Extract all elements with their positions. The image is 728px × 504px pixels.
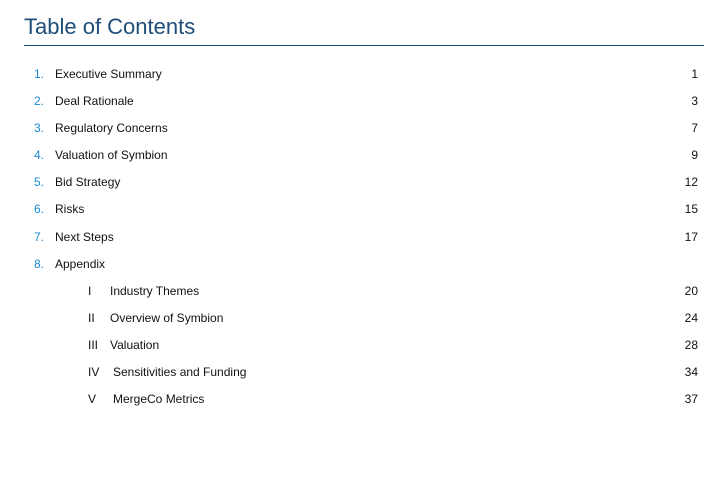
toc-item-number: 7.	[34, 230, 45, 244]
toc-item-executive-summary[interactable]	[34, 65, 698, 83]
toc-subitem-numeral: II	[88, 311, 95, 325]
toc-subitem-overview-of-symbion[interactable]	[34, 309, 698, 327]
toc-subitem-numeral: V	[88, 392, 97, 406]
toc-item-label: Appendix	[55, 257, 106, 271]
toc-item-page: 3	[691, 94, 698, 108]
toc-subitem-page: 24	[684, 311, 698, 325]
toc-item-number: 5.	[34, 175, 45, 189]
toc-item-risks[interactable]	[34, 200, 698, 218]
toc-subitem-label: Industry Themes	[110, 284, 200, 298]
toc-subitem-mergeco-metrics[interactable]	[34, 390, 698, 408]
toc-item-page: 17	[684, 230, 698, 244]
toc-item-appendix[interactable]	[34, 255, 698, 273]
toc-item-number: 8.	[34, 257, 45, 271]
toc-subitem-numeral: IV	[88, 365, 100, 379]
toc-item-page: 1	[691, 67, 698, 81]
toc-subitem-page: 34	[684, 365, 698, 379]
toc-item-label: Regulatory Concerns	[55, 121, 168, 135]
toc-item-label: Bid Strategy	[55, 175, 121, 189]
toc-item-number: 2.	[34, 94, 45, 108]
toc-subitem-page: 20	[684, 284, 698, 298]
page-title: Table of Contents	[24, 14, 196, 39]
toc-item-number: 6.	[34, 202, 45, 216]
toc-item-number: 4.	[34, 148, 45, 162]
toc-subitem-label: MergeCo Metrics	[113, 392, 205, 406]
toc-item-label: Deal Rationale	[55, 94, 134, 108]
toc-item-page: 12	[684, 175, 698, 189]
toc-subitem-industry-themes[interactable]	[34, 282, 698, 300]
toc-item-label: Next Steps	[55, 230, 114, 244]
toc-subitem-valuation[interactable]	[34, 336, 698, 354]
toc-subitem-numeral: I	[88, 284, 92, 298]
toc-item-page: 7	[691, 121, 698, 135]
toc-item-regulatory-concerns[interactable]	[34, 119, 698, 137]
toc-item-valuation-of-symbion[interactable]	[34, 146, 698, 164]
toc-item-page: 15	[684, 202, 698, 216]
toc-item-number: 3.	[34, 121, 45, 135]
toc-subitem-label: Valuation	[110, 338, 160, 352]
toc-item-label: Executive Summary	[55, 67, 162, 81]
toc-subitem-label: Overview of Symbion	[110, 311, 224, 325]
toc-subitem-label: Sensitivities and Funding	[113, 365, 247, 379]
toc-item-label: Valuation of Symbion	[55, 148, 168, 162]
toc-item-bid-strategy[interactable]	[34, 173, 698, 191]
toc-item-label: Risks	[55, 202, 85, 216]
toc-item-next-steps[interactable]	[34, 228, 698, 246]
toc-item-number: 1.	[34, 67, 45, 81]
toc-item-page: 9	[691, 148, 698, 162]
title-divider	[24, 45, 704, 46]
toc-item-deal-rationale[interactable]	[34, 92, 698, 110]
toc-subitem-page: 37	[684, 392, 698, 406]
toc-subitem-sensitivities-and-funding[interactable]	[34, 363, 698, 381]
toc-subitem-page: 28	[684, 338, 698, 352]
toc-subitem-numeral: III	[88, 338, 99, 352]
